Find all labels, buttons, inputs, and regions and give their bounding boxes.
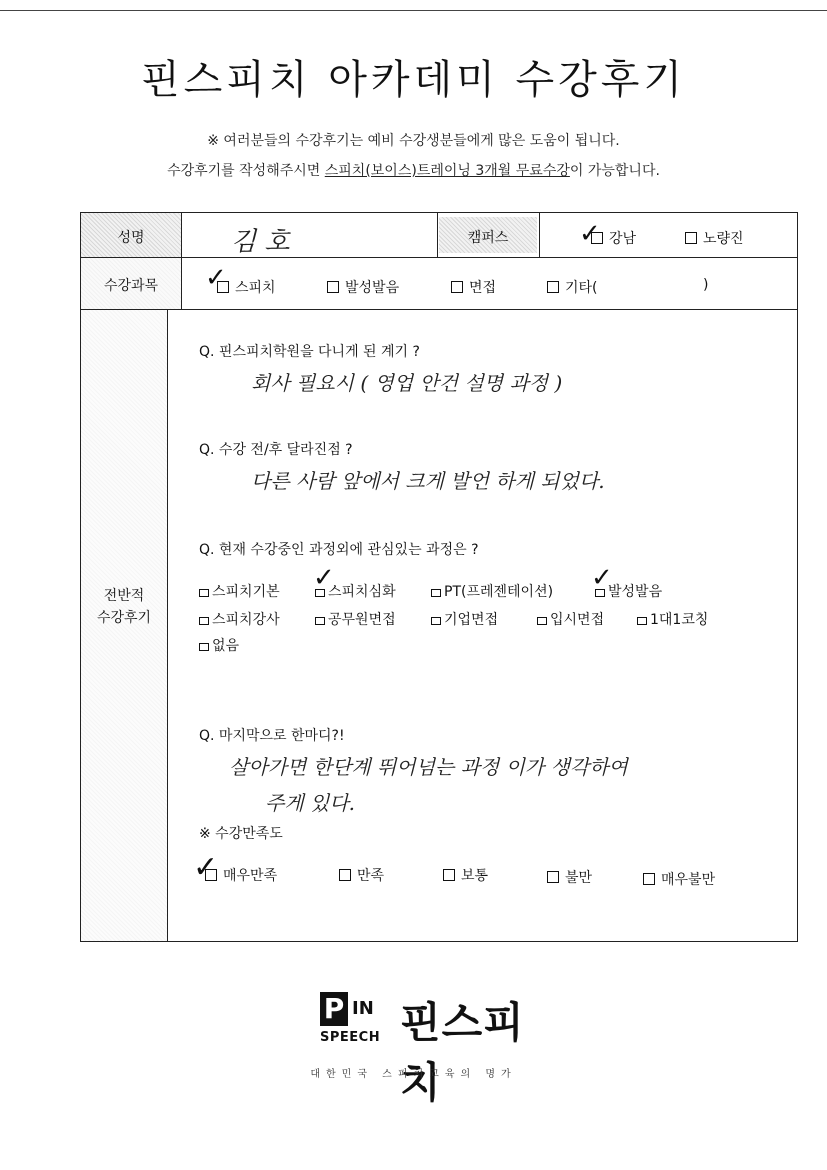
checkbox[interactable]	[339, 869, 351, 881]
question-2: Q. 수강 전/후 달라진점 ?	[199, 442, 353, 458]
interest-option-pt[interactable]: PT(프레젠테이션)	[431, 581, 553, 601]
checkbox[interactable]	[643, 873, 655, 885]
answer-4-line-2[interactable]: 주게 있다.	[265, 791, 355, 815]
satisfaction-satisfied[interactable]: 만족	[339, 865, 384, 885]
logo-in-text: IN	[352, 998, 374, 1019]
course-option-speech[interactable]: 스피치	[217, 277, 276, 297]
checkbox[interactable]	[431, 617, 441, 625]
review-label-1: 전반적	[103, 588, 145, 604]
campus-option-gangnam[interactable]: 강남	[591, 228, 636, 248]
logo-tagline: 대한민국 스피치교육의 명가	[310, 1069, 517, 1080]
interest-option-speech-instructor[interactable]: 스피치강사	[199, 609, 280, 629]
interest-option-one-on-one[interactable]: 1대1코칭	[637, 609, 708, 629]
satisfaction-dissatisfied[interactable]: 불만	[547, 867, 592, 887]
check-mark-icon: ✓	[313, 563, 335, 593]
campus-label: 캠퍼스	[467, 230, 509, 246]
checkbox[interactable]	[537, 617, 547, 625]
top-rule	[0, 10, 827, 11]
logo-korean-text: 핀스피치	[400, 998, 525, 1107]
answer-2[interactable]: 다른 사람 앞에서 크게 발언 하게 되었다.	[251, 469, 605, 493]
intro-line-1: ※ 여러분들의 수강후기는 예비 수강생분들에게 많은 도움이 됩니다.	[207, 133, 620, 149]
review-label-2: 수강후기	[96, 610, 152, 626]
interest-option-speech-basic[interactable]: 스피치기본	[199, 581, 280, 601]
interest-option-corporate-interview[interactable]: 기업면접	[431, 609, 498, 629]
campus-divider-right	[539, 213, 540, 257]
name-value[interactable]: 김 호	[231, 227, 290, 257]
intro-line-2	[0, 160, 827, 180]
intro-line-2-pre: 수강후기를 작성해주시면	[167, 163, 325, 179]
question-1: Q. 핀스피치학원을 다니게 된 계기 ?	[199, 344, 420, 360]
page-title: 핀스피치 아카데미 수강후기	[140, 57, 687, 103]
check-mark-icon: ✓	[591, 563, 613, 593]
satisfaction-neutral[interactable]: 보통	[443, 865, 488, 885]
interest-option-none[interactable]: 없음	[199, 635, 239, 655]
course-label: 수강과목	[103, 278, 159, 294]
campus-divider-left	[437, 213, 438, 257]
checkbox[interactable]	[451, 281, 463, 293]
intro-line-2-offer: 스피치(보이스)트레이닝 3개월 무료수강	[324, 163, 570, 179]
logo-p-mark: P	[320, 992, 348, 1026]
col-divider-top	[181, 213, 182, 309]
question-4: Q. 마지막으로 한마디?!	[199, 728, 345, 744]
satisfaction-very-satisfied[interactable]: 매우만족	[205, 865, 277, 885]
course-option-interview[interactable]: 면접	[451, 277, 496, 297]
checkbox[interactable]	[199, 589, 209, 597]
question-3: Q. 현재 수강중인 과정외에 관심있는 과정은 ?	[199, 542, 479, 558]
checkbox[interactable]	[431, 589, 441, 597]
answer-1[interactable]: 회사 필요시 ( 영업 안건 설명 과정 )	[251, 371, 563, 395]
campus-option-noryangjin[interactable]: 노량진	[685, 228, 744, 248]
checkbox[interactable]	[547, 281, 559, 293]
checkbox[interactable]	[685, 232, 697, 244]
logo-speech-text: SPEECH	[320, 1030, 381, 1045]
course-option-other[interactable]: 기타(	[547, 277, 598, 297]
checkbox[interactable]	[315, 617, 325, 625]
checkbox[interactable]	[327, 281, 339, 293]
intro-line-2-post: 이 가능합니다.	[569, 163, 660, 179]
interest-option-speech-advanced[interactable]: 스피치심화	[315, 581, 396, 601]
check-mark-icon: ✓	[205, 263, 227, 293]
satisfaction-very-dissatisfied[interactable]: 매우불만	[643, 869, 715, 889]
interest-option-pronunciation[interactable]: 발성발음	[595, 581, 662, 601]
check-mark-icon: ✓	[579, 219, 601, 249]
row-divider-2	[81, 309, 797, 310]
checkbox[interactable]	[547, 871, 559, 883]
checkbox[interactable]	[443, 869, 455, 881]
interest-option-admission-interview[interactable]: 입시면접	[537, 609, 604, 629]
satisfaction-label: ※ 수강만족도	[199, 826, 283, 842]
review-form	[80, 212, 798, 942]
interest-option-civil-interview[interactable]: 공무원면접	[315, 609, 396, 629]
col-divider-body	[167, 309, 168, 941]
course-option-other-close: )	[703, 277, 709, 293]
checkbox[interactable]	[199, 643, 209, 651]
checkbox[interactable]	[637, 617, 647, 625]
answer-4-line-1[interactable]: 살아가면 한단계 뛰어넘는 과정 이가 생각하여	[229, 755, 628, 779]
checkbox[interactable]	[199, 617, 209, 625]
name-label: 성명	[117, 230, 145, 246]
row-divider-1	[81, 257, 797, 258]
course-option-pronunciation[interactable]: 발성발음	[327, 277, 399, 297]
check-mark-icon: ✓	[193, 850, 219, 885]
